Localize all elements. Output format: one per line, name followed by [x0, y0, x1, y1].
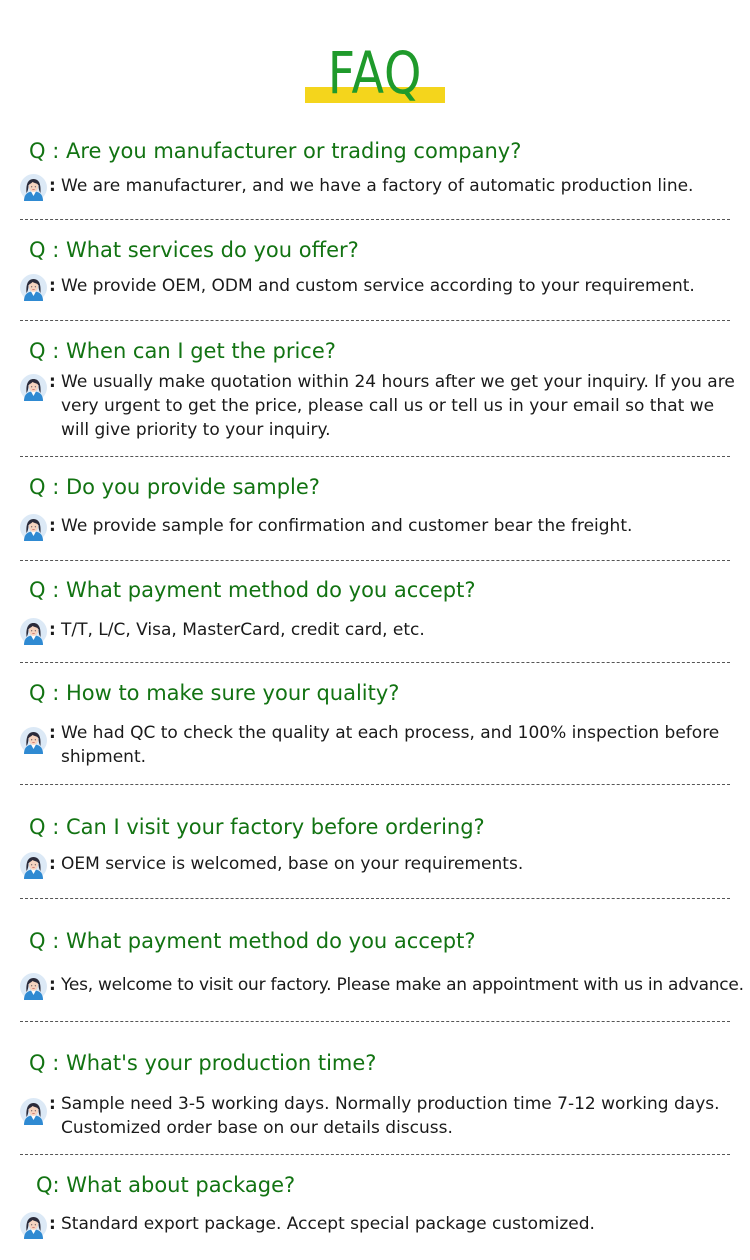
answer-colon: :	[49, 1094, 56, 1114]
question-text: Q : When can I get the price?	[29, 339, 336, 363]
answer-text: We usually make quotation within 24 hours after we get your inquiry. If you are very urgent to get the price, please call us or tell us in your email so that we will give priority to your inquiry.	[61, 372, 735, 440]
divider	[20, 1154, 730, 1155]
woman-avatar-icon	[20, 852, 47, 879]
divider	[20, 1021, 730, 1022]
woman-avatar-icon	[20, 374, 47, 401]
answer-text: Standard export package. Accept special package customized.	[61, 1214, 595, 1234]
question-text: Q: What about package?	[36, 1173, 296, 1197]
woman-avatar-icon	[20, 274, 47, 301]
page-title: FAQ	[327, 39, 423, 107]
faq-header	[0, 0, 750, 120]
answer-colon: :	[49, 276, 56, 296]
woman-avatar-icon	[20, 618, 47, 645]
divider	[20, 560, 730, 561]
answer-text: We provide OEM, ODM and custom service according to your requirement.	[61, 276, 695, 296]
answer-text: We are manufacturer, and we have a factory of automatic production line.	[61, 176, 694, 196]
answer-colon: :	[49, 516, 56, 536]
answer-text: OEM service is welcomed, base on your requirements.	[61, 854, 524, 874]
woman-avatar-icon	[20, 1212, 47, 1239]
answer-text: Yes, welcome to visit our factory. Please make an appointment with us in advance.	[61, 975, 744, 995]
divider	[20, 219, 730, 220]
woman-avatar-icon	[20, 514, 47, 541]
divider	[20, 784, 730, 785]
answer-colon: :	[49, 854, 56, 874]
woman-avatar-icon	[20, 1098, 47, 1125]
answer-colon: :	[49, 620, 56, 640]
answer-colon: :	[49, 176, 56, 196]
answer-colon: :	[49, 723, 56, 743]
divider	[20, 662, 730, 663]
woman-avatar-icon	[20, 973, 47, 1000]
question-text: Q : How to make sure your quality?	[29, 681, 400, 705]
woman-avatar-icon	[20, 727, 47, 754]
question-text: Q : What's your production time?	[29, 1051, 377, 1075]
question-text: Q : Are you manufacturer or trading company?	[29, 139, 522, 163]
divider	[20, 456, 730, 457]
answer-text: We provide sample for confirmation and customer bear the freight.	[61, 516, 633, 536]
answer-text: T/T, L/C, Visa, MasterCard, credit card, etc.	[61, 620, 425, 640]
divider	[20, 320, 730, 321]
question-text: Q : What services do you offer?	[29, 238, 359, 262]
answer-colon: :	[49, 1214, 56, 1234]
question-text: Q : What payment method do you accept?	[29, 578, 476, 602]
question-text: Q : Do you provide sample?	[29, 475, 320, 499]
answer-text: Sample need 3-5 working days. Normally production time 7-12 working days. Customized order base on our details discuss.	[61, 1094, 720, 1138]
divider	[20, 898, 730, 899]
woman-avatar-icon	[20, 174, 47, 201]
answer-text: We had QC to check the quality at each process, and 100% inspection before shipment.	[61, 723, 720, 767]
question-text: Q : Can I visit your factory before ordering?	[29, 815, 485, 839]
answer-colon: :	[49, 372, 56, 392]
answer-colon: :	[49, 975, 56, 995]
question-text: Q : What payment method do you accept?	[29, 929, 476, 953]
